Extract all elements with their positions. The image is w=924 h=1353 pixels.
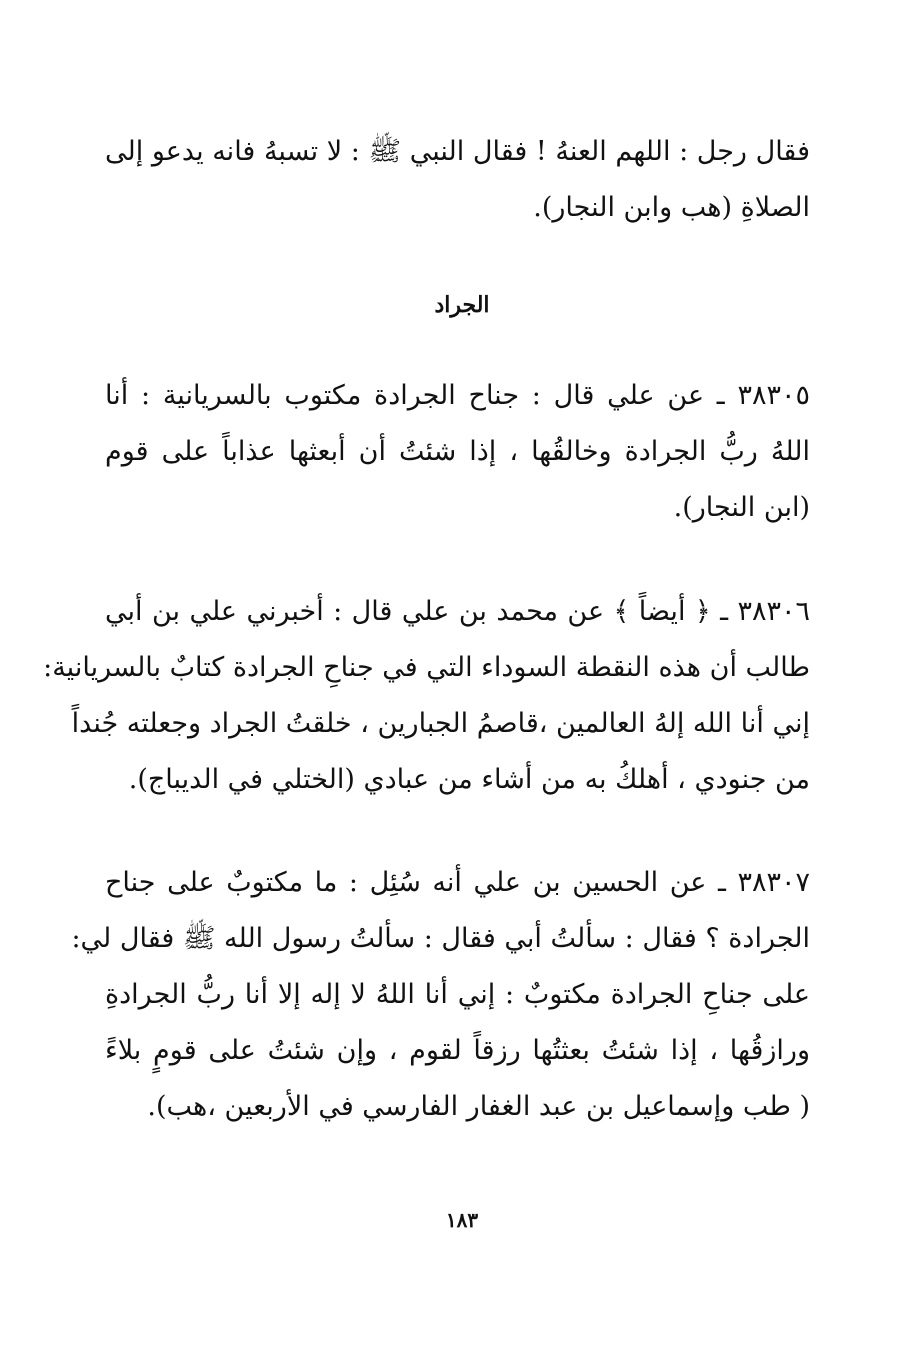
section-heading: الجراد — [434, 292, 490, 318]
text-line: من جنودي ، أهلكُ به من أشاء من عبادي (الختلي في الديباج). — [128, 764, 810, 795]
text-line: طالب أن هذه النقطة السوداء التي في جناحِ الجرادة كتابٌ بالسريانية: — [43, 652, 810, 683]
text-line: الصلاةِ (هب وابن النجار). — [533, 192, 810, 223]
text-line: الجرادة ؟ فقال : سألتُ أبي فقال : سألتُ رسول الله ﷺ فقال لي: — [71, 923, 810, 954]
intro-paragraph — [105, 124, 810, 236]
text-line: ٣٨٣٠٦ ـ ﴿ أيضاً ﴾ عن محمد بن علي قال : أخبرني علي بن أبي — [105, 596, 810, 627]
hadith-38306 — [43, 584, 810, 808]
text-line: ٣٨٣٠٥ ـ عن علي قال : جناح الجرادة مكتوب بالسريانية : أنا — [105, 380, 810, 411]
text-line: على جناحِ الجرادة مكتوبٌ : إني أنا اللهُ لا إله إلا أنا ربُّ الجرادةِ — [105, 979, 810, 1010]
hadith-38305 — [105, 368, 810, 536]
text-line: ٣٨٣٠٧ ـ عن الحسين بن علي أنه سُئِل : ما مكتوبٌ على جناح — [105, 867, 810, 898]
hadith-38307 — [71, 855, 810, 1135]
text-line: اللهُ ربُّ الجرادة وخالقُها ، إذا شئتُ أن أبعثها عذاباً على قوم — [105, 436, 810, 467]
page-number: ١٨٣ — [445, 1208, 479, 1232]
text-line: (ابن النجار). — [673, 492, 810, 523]
text-line: فقال رجل : اللهم العنهُ ! فقال النبي ﷺ : لا تسبهُ فانه يدعو إلى — [105, 136, 810, 167]
text-line: ورازقُها ، إذا شئتُ بعثتُها رزقاً لقوم ، وإن شئتُ على قومٍ بلاءً — [105, 1035, 810, 1066]
text-line: ( طب وإسماعيل بن عبد الغفار الفارسي في الأربعين ،هب). — [147, 1091, 810, 1122]
text-line: إني أنا الله إلهُ العالمين ،قاصمُ الجبارين ، خلقتُ الجراد وجعلته جُنداً — [71, 708, 810, 739]
